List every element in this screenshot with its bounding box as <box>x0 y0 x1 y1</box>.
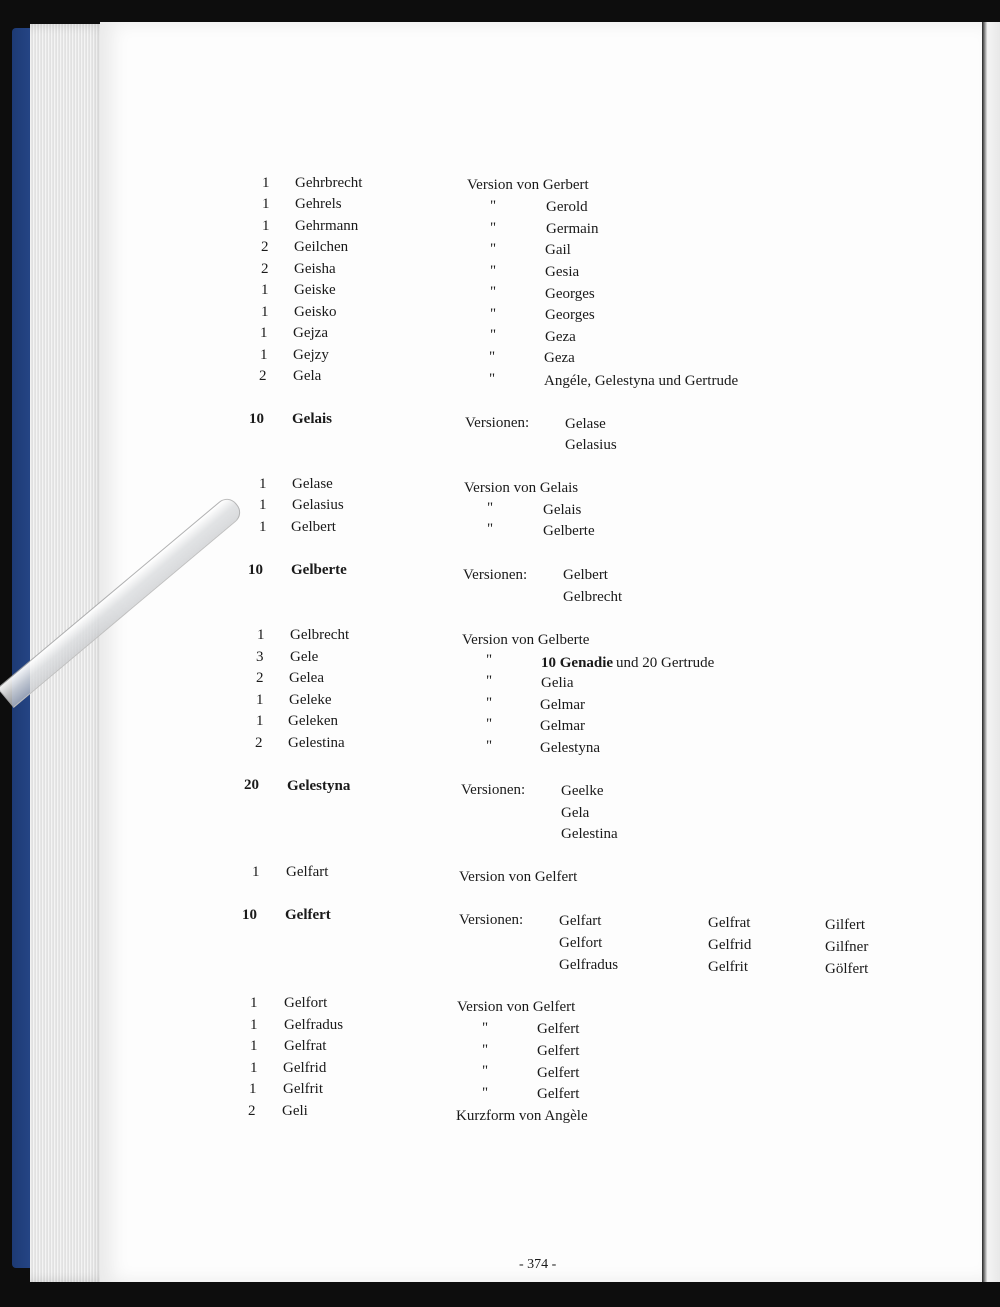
entry-name: Gelbrecht <box>290 627 350 643</box>
entry-count: 1 <box>260 325 268 341</box>
version-item: Gelbert <box>563 567 608 583</box>
entry-count: 1 <box>256 713 264 729</box>
entry-name: Gehrbrecht <box>295 175 363 191</box>
entry-description-tail: und 20 Gertrude <box>616 655 715 671</box>
ditto-mark: " <box>490 241 497 257</box>
entry-description: Gesia <box>545 264 580 280</box>
entry-name: Geilchen <box>294 239 349 255</box>
entry-count: 2 <box>261 261 269 277</box>
version-item: Gelfart <box>559 913 602 929</box>
entry-name: Gelasius <box>292 497 344 513</box>
entry-name: Gehrels <box>295 196 342 212</box>
version-item: Geelke <box>561 783 604 799</box>
version-item: Gelfort <box>559 935 603 951</box>
entry-count: 2 <box>259 368 267 384</box>
entry-count: 1 <box>256 692 264 708</box>
ditto-mark: " <box>490 327 497 343</box>
entry-name: Gelea <box>289 670 324 686</box>
entry-count: 2 <box>256 670 264 686</box>
entry-description: Geza <box>545 329 576 345</box>
entry-name: Geli <box>282 1103 308 1119</box>
entry-name: Gelfort <box>284 995 328 1011</box>
entry-count: 10 <box>242 907 257 923</box>
entry-count: 10 <box>248 562 263 578</box>
entry-name: Gelestina <box>288 735 345 751</box>
entry-description: Gelais <box>543 502 582 518</box>
ditto-mark: " <box>487 500 494 516</box>
entry-description: Versionen: <box>461 782 526 798</box>
version-item: Gilfner <box>825 939 869 955</box>
entry-name: Geisha <box>294 261 336 277</box>
entry-name: Gelfradus <box>284 1017 344 1033</box>
entry-count: 1 <box>249 1081 257 1097</box>
entry-count: 1 <box>261 282 269 298</box>
entry-description: Kurzform von Angèle <box>456 1108 588 1124</box>
entry-name: Gelfrid <box>283 1060 327 1076</box>
entry-name: Gele <box>290 649 319 665</box>
entry-count: 1 <box>262 175 270 191</box>
ditto-mark: " <box>490 284 497 300</box>
entry-name: Geisko <box>294 304 337 320</box>
entry-description: Gelfert <box>537 1086 580 1102</box>
entry-count: 20 <box>244 777 259 793</box>
entry-description: Georges <box>545 286 595 302</box>
entry-name: Gejza <box>293 325 328 341</box>
ditto-mark: " <box>489 371 496 387</box>
entry-description: 10 Genadie <box>541 655 614 671</box>
entry-count: 1 <box>262 218 270 234</box>
entry-description: Gelestyna <box>540 740 600 756</box>
entry-count: 1 <box>250 1060 258 1076</box>
entry-name: Gela <box>293 368 322 384</box>
entry-description: Versionen: <box>465 415 530 431</box>
entry-description: Gelia <box>541 675 574 691</box>
entry-name: Gelfert <box>285 907 331 923</box>
version-item: Gilfert <box>825 917 865 933</box>
ditto-mark: " <box>489 349 496 365</box>
entry-name: Geiske <box>294 282 336 298</box>
version-item: Gelfrit <box>708 959 748 975</box>
version-item: Gelfradus <box>559 957 619 973</box>
entry-description: Gelfert <box>537 1043 580 1059</box>
ditto-mark: " <box>490 306 497 322</box>
entry-name: Gelais <box>292 411 332 427</box>
entry-description: Version von Gelais <box>464 480 579 496</box>
entry-description: Geza <box>544 350 575 366</box>
ditto-mark: " <box>482 1020 489 1036</box>
entry-description: Gelberte <box>543 523 595 539</box>
ditto-mark: " <box>482 1063 489 1079</box>
ditto-mark: " <box>486 652 493 668</box>
version-item: Gelasius <box>565 437 617 453</box>
entry-description: Gelmar <box>540 697 585 713</box>
entry-description: Gelfert <box>537 1021 580 1037</box>
version-item: Gelfrat <box>708 915 751 931</box>
page-number: - 374 - <box>519 1257 557 1272</box>
entry-count: 2 <box>248 1103 256 1119</box>
ditto-mark: " <box>490 220 497 236</box>
entry-description: Version von Gelfert <box>459 869 578 885</box>
entry-count: 1 <box>259 497 267 513</box>
entry-count: 1 <box>262 196 270 212</box>
right-page-edge <box>982 22 1000 1282</box>
entry-description: Version von Gelberte <box>462 632 590 648</box>
ditto-mark: " <box>490 198 497 214</box>
ditto-mark: " <box>482 1042 489 1058</box>
entry-description: Versionen: <box>459 912 524 928</box>
entry-description: Versionen: <box>463 567 528 583</box>
entry-description: Angéle, Gelestyna und Gertrude <box>544 373 739 389</box>
entry-description: Gelfert <box>537 1065 580 1081</box>
entry-description: Gelmar <box>540 718 585 734</box>
entry-name: Gelfart <box>286 864 329 880</box>
entry-name: Gehrmann <box>295 218 359 234</box>
entry-count: 1 <box>250 1038 258 1054</box>
ditto-mark: " <box>482 1085 489 1101</box>
entry-name: Geleke <box>289 692 332 708</box>
ditto-mark: " <box>490 263 497 279</box>
ditto-mark: " <box>486 695 493 711</box>
entry-description: Georges <box>545 307 595 323</box>
entry-name: Gelase <box>292 476 333 492</box>
entry-count: 1 <box>250 1017 258 1033</box>
entry-count: 1 <box>259 519 267 535</box>
version-item: Gelestina <box>561 826 618 842</box>
entry-count: 2 <box>261 239 269 255</box>
ditto-mark: " <box>486 673 493 689</box>
entry-count: 1 <box>261 304 269 320</box>
entry-count: 2 <box>255 735 263 751</box>
entry-name: Gelfrat <box>284 1038 327 1054</box>
entry-name: Gejzy <box>293 347 329 363</box>
version-item: Gelase <box>565 416 606 432</box>
version-item: Gela <box>561 805 590 821</box>
version-item: Gölfert <box>825 961 869 977</box>
entry-count: 1 <box>260 347 268 363</box>
entry-count: 1 <box>257 627 265 643</box>
entry-description: Germain <box>546 221 599 237</box>
entry-description: Gail <box>545 242 571 258</box>
entry-count: 1 <box>259 476 267 492</box>
entry-name: Gelberte <box>291 562 347 578</box>
entry-count: 1 <box>252 864 260 880</box>
entry-description: Gerold <box>546 199 588 215</box>
entry-count: 3 <box>256 649 264 665</box>
entry-count: 10 <box>249 411 264 427</box>
ditto-mark: " <box>487 521 494 537</box>
version-item: Gelbrecht <box>563 589 623 605</box>
entry-description: Version von Gerbert <box>467 177 589 193</box>
version-item: Gelfrid <box>708 937 752 953</box>
entry-count: 1 <box>250 995 258 1011</box>
entry-name: Gelestyna <box>287 778 351 794</box>
ditto-mark: " <box>486 738 493 754</box>
ditto-mark: " <box>486 716 493 732</box>
entry-name: Gelbert <box>291 519 336 535</box>
entry-name: Geleken <box>288 713 338 729</box>
entry-name: Gelfrit <box>283 1081 323 1097</box>
entry-description: Version von Gelfert <box>457 999 576 1015</box>
